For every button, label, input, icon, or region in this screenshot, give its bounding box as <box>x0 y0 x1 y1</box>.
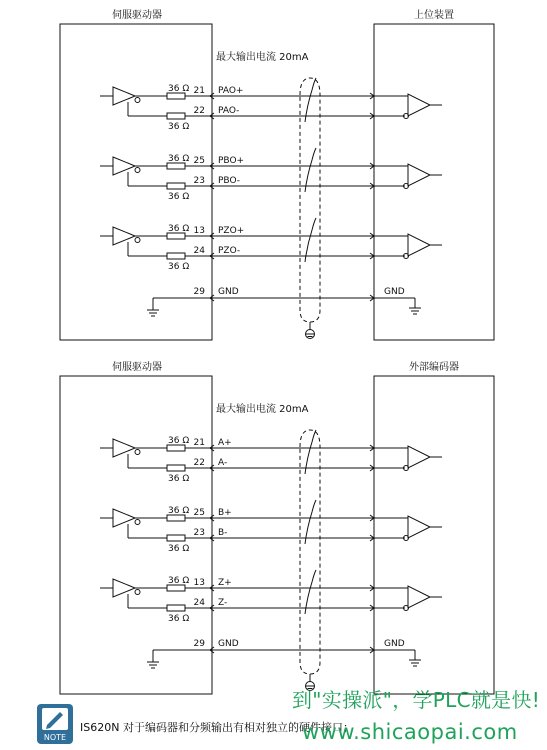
pin-number: 24 <box>193 598 205 608</box>
channel-2 <box>100 506 442 554</box>
shield-outline <box>300 430 320 674</box>
twist-mark <box>305 500 316 544</box>
shield-outline <box>300 78 320 322</box>
signal-name: PBO- <box>218 176 241 186</box>
channel-1 <box>100 84 442 132</box>
signal-name: PBO+ <box>218 156 245 166</box>
signal-name: B- <box>218 528 228 538</box>
resistor-value: 36 Ω <box>168 262 190 272</box>
servo-drive-box <box>60 24 212 340</box>
ground-icon <box>409 308 421 314</box>
resistor-value: 36 Ω <box>168 84 190 94</box>
resistor-value: 36 Ω <box>168 614 190 624</box>
pin-number: 21 <box>193 438 205 448</box>
inverter-bubble <box>135 98 140 103</box>
channel-2 <box>100 154 442 202</box>
signal-name: B+ <box>218 508 232 518</box>
signal-name: A- <box>218 458 228 468</box>
channel-3 <box>100 576 442 624</box>
line-driver-icon <box>113 509 135 527</box>
inverter-bubble <box>135 168 140 173</box>
resistor-value: 36 Ω <box>168 192 190 202</box>
pin-number: 13 <box>193 226 205 236</box>
signal-name: PZO+ <box>218 226 245 236</box>
ground-icon <box>147 662 159 668</box>
twist-mark <box>305 430 316 474</box>
twist-mark <box>305 218 316 262</box>
line-driver-icon <box>113 157 135 175</box>
watermark-slogan: 到"实操派"，学PLC就是快! <box>292 688 541 712</box>
pin-number: 25 <box>193 156 205 166</box>
line-driver-icon <box>113 439 135 457</box>
max-current-label: 最大输出电流 20mA <box>216 52 309 63</box>
line-receiver-icon <box>408 586 430 608</box>
resistor-value: 36 Ω <box>168 544 190 554</box>
pin-number: 24 <box>193 246 205 256</box>
shield-cable <box>300 430 320 691</box>
resistor-value: 36 Ω <box>168 576 190 586</box>
twist-mark <box>305 148 316 192</box>
resistor-icon <box>167 465 185 471</box>
resistor-value: 36 Ω <box>168 506 190 516</box>
signal-name: Z- <box>218 598 228 608</box>
note-badge-label: NOTE <box>43 733 67 742</box>
gnd-pin-number: 29 <box>193 287 205 297</box>
note-icon <box>36 703 74 745</box>
twist-mark <box>305 78 316 122</box>
gnd-pin-number: 29 <box>193 639 205 649</box>
signal-name: Z+ <box>218 578 232 588</box>
pin-number: 22 <box>193 106 205 116</box>
resistor-value: 36 Ω <box>168 224 190 234</box>
line-receiver-icon <box>408 164 430 186</box>
inverter-bubble <box>135 450 140 455</box>
resistor-icon <box>167 113 185 119</box>
channel-3 <box>100 224 442 272</box>
twist-mark <box>305 570 316 614</box>
device-title: 外部编码器 <box>409 362 459 373</box>
servo-drive-title: 伺服驱动器 <box>112 362 162 373</box>
servo-drive-title: 伺服驱动器 <box>112 10 162 21</box>
note-text: IS620N 对于编码器和分频输出有相对独立的硬件接口； <box>80 721 354 734</box>
gnd-label: GND <box>384 287 405 297</box>
watermark-url: www.shicaopai.com <box>302 720 518 744</box>
gnd-label: GND <box>384 639 405 649</box>
pin-number: 25 <box>193 508 205 518</box>
pin-number: 21 <box>193 86 205 96</box>
pin-number: 22 <box>193 458 205 468</box>
inverter-bubble <box>135 238 140 243</box>
signal-name: A+ <box>218 438 232 448</box>
line-driver-icon <box>113 87 135 105</box>
pin-number: 23 <box>193 176 205 186</box>
pin-number: 13 <box>193 578 205 588</box>
shield-cable <box>300 78 320 339</box>
line-receiver-icon <box>408 234 430 256</box>
resistor-icon <box>167 253 185 259</box>
resistor-value: 36 Ω <box>168 122 190 132</box>
resistor-value: 36 Ω <box>168 474 190 484</box>
pin-number: 23 <box>193 528 205 538</box>
ground-icon <box>409 660 421 666</box>
signal-name: PAO- <box>218 106 240 116</box>
line-receiver-icon <box>408 94 430 116</box>
resistor-value: 36 Ω <box>168 436 190 446</box>
signal-name: PZO- <box>218 246 241 256</box>
max-current-label: 最大输出电流 20mA <box>216 404 309 415</box>
line-driver-icon <box>113 579 135 597</box>
device-title: 上位装置 <box>414 10 454 21</box>
line-receiver-icon <box>408 446 430 468</box>
signal-name: PAO+ <box>218 86 244 96</box>
resistor-icon <box>167 183 185 189</box>
resistor-value: 36 Ω <box>168 154 190 164</box>
gnd-connection <box>147 287 421 316</box>
line-driver-icon <box>113 227 135 245</box>
panel-2 <box>60 360 494 694</box>
ground-icon <box>147 310 159 316</box>
channel-1 <box>100 436 442 484</box>
gnd-label: GND <box>218 639 239 649</box>
line-receiver-icon <box>408 516 430 538</box>
panel-1 <box>60 8 494 340</box>
gnd-connection <box>147 639 421 668</box>
gnd-label: GND <box>218 287 239 297</box>
resistor-icon <box>167 605 185 611</box>
resistor-icon <box>167 535 185 541</box>
inverter-bubble <box>135 590 140 595</box>
servo-drive-box <box>60 376 212 694</box>
inverter-bubble <box>135 520 140 525</box>
